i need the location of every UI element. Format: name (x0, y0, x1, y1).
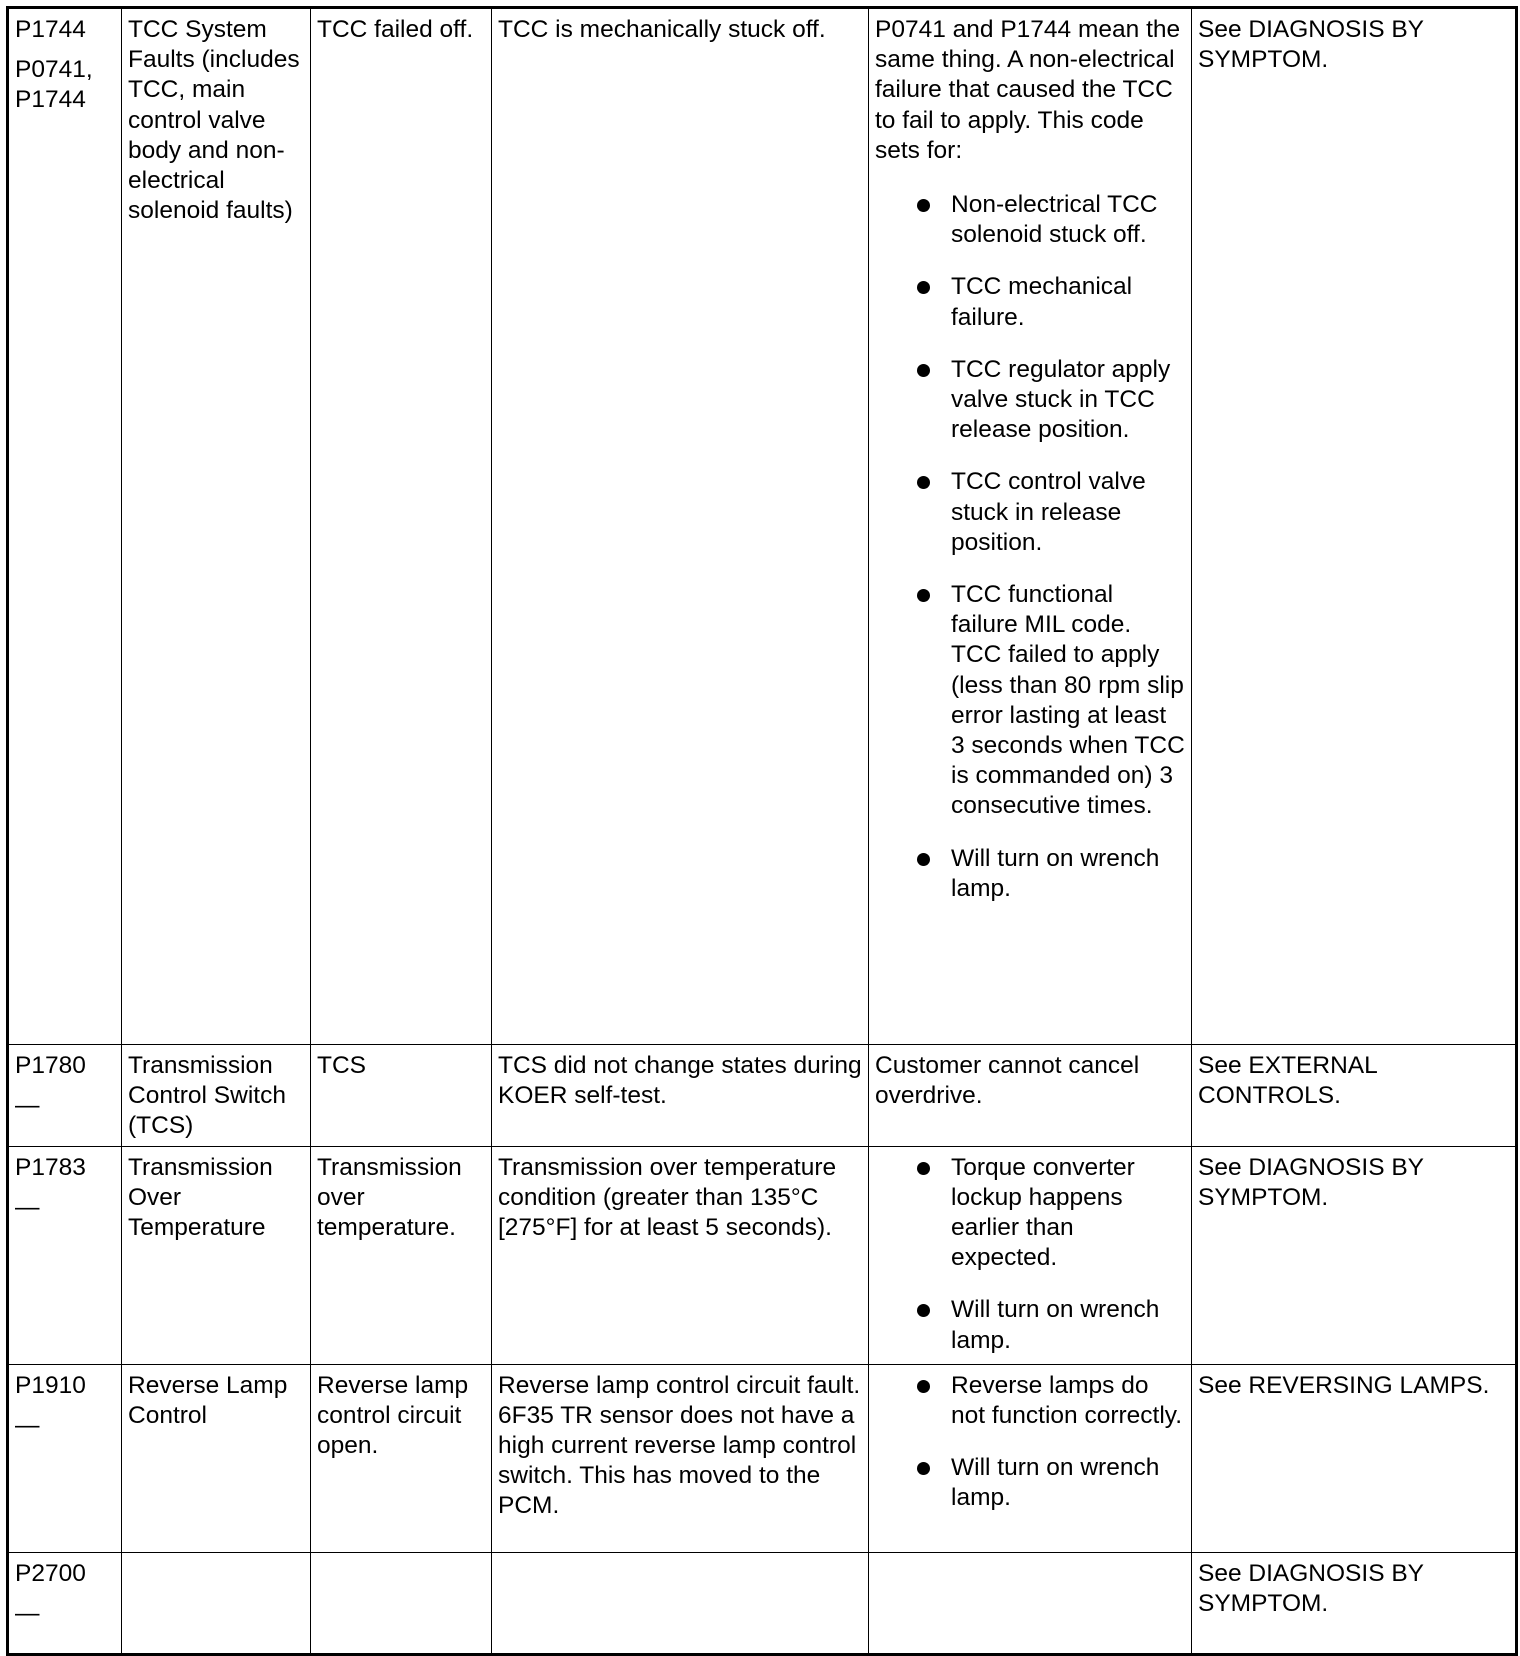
table-row (8, 1146, 1517, 1364)
symptom-text: Will turn on wrench lamp. (951, 1454, 1160, 1512)
dtc-name: Transmission Control Switch (TCS) (122, 1045, 311, 1147)
bullet-icon (917, 1304, 930, 1317)
list-item (913, 1153, 1185, 1274)
symptom-text: Will turn on wrench lamp. (951, 844, 1160, 902)
dtc-symptom-cell (869, 1364, 1192, 1552)
dtc-alt-code: — (15, 1092, 40, 1120)
symptom-text: TCC functional failure MIL code. TCC failed to apply (less than 80 rpm slip error lasting at least 3 seconds when TCC is commanded on) 3 consecutive times. (951, 581, 1185, 820)
list-item (913, 190, 1185, 250)
dtc-name (122, 1552, 311, 1654)
bullet-icon (917, 853, 930, 866)
dtc-code: P1910 (15, 1371, 86, 1399)
bullet-icon (917, 281, 930, 294)
table-row (8, 1552, 1517, 1654)
list-item (913, 467, 1185, 558)
dtc-code-cell (8, 1146, 122, 1364)
dtc-action: See DIAGNOSIS BY SYMPTOM. (1192, 8, 1517, 1045)
dtc-name: TCC System Faults (includes TCC, main control valve body and non-electrical solenoid faults) (122, 8, 311, 1045)
bullet-icon (917, 199, 930, 212)
dtc-description: Transmission over temperature condition (greater than 135°C [275°F] for at least 5 seconds). (492, 1146, 869, 1364)
symptom-text: TCC control valve stuck in release position. (951, 468, 1146, 556)
list-item (913, 355, 1185, 446)
dtc-alt-code: — (15, 1599, 40, 1627)
bullet-icon (917, 1162, 930, 1175)
symptom-intro: Customer cannot cancel overdrive. (875, 1052, 1140, 1110)
bullet-icon (917, 476, 930, 489)
dtc-action: See DIAGNOSIS BY SYMPTOM. (1192, 1146, 1517, 1364)
dtc-condition: TCS (311, 1045, 492, 1147)
bullet-icon (917, 1462, 930, 1475)
table-row (8, 1045, 1517, 1147)
dtc-table (6, 6, 1518, 1656)
list-item (913, 1371, 1185, 1431)
dtc-code: P1744 (15, 16, 86, 43)
dtc-code: P1783 (15, 1153, 86, 1181)
dtc-code: P2700 (15, 1559, 86, 1587)
bullet-icon (917, 1380, 930, 1393)
symptom-text: Torque converter lockup happens earlier than expected. (951, 1153, 1135, 1272)
dtc-description: TCC is mechanically stuck off. (492, 8, 869, 1045)
dtc-code-cell (8, 1045, 122, 1147)
dtc-condition: Reverse lamp control circuit open. (311, 1364, 492, 1552)
dtc-alt-code: — (15, 1193, 40, 1221)
dtc-description: Reverse lamp control circuit fault. 6F35 TR sensor does not have a high current reverse lamp control switch. This has moved to the PCM. (492, 1364, 869, 1552)
symptom-text: TCC mechanical failure. (951, 273, 1133, 331)
symptom-intro: P0741 and P1744 mean the same thing. A non-electrical failure that caused the TCC to fail to apply. This code sets for: (875, 16, 1181, 164)
dtc-description (492, 1552, 869, 1654)
list-item (913, 844, 1185, 904)
dtc-symptom-cell (869, 1045, 1192, 1147)
dtc-table-sheet (6, 6, 1515, 1656)
dtc-symptom-cell (869, 1552, 1192, 1654)
symptom-text: TCC regulator apply valve stuck in TCC release position. (951, 355, 1171, 444)
bullet-icon (917, 589, 930, 602)
bullet-icon (917, 364, 930, 377)
dtc-action: See DIAGNOSIS BY SYMPTOM. (1192, 1552, 1517, 1654)
symptom-text: Will turn on wrench lamp. (951, 1296, 1160, 1354)
table-row (8, 8, 1517, 1045)
list-item (913, 580, 1185, 822)
symptom-list (875, 1153, 1185, 1356)
dtc-code: P1780 (15, 1052, 86, 1079)
list-item (913, 272, 1185, 332)
dtc-symptom-cell (869, 1146, 1192, 1364)
symptom-text: Reverse lamps do not function correctly. (951, 1371, 1183, 1429)
dtc-code-cell (8, 1552, 122, 1654)
dtc-code-cell (8, 1364, 122, 1552)
dtc-name: Reverse Lamp Control (122, 1364, 311, 1552)
dtc-symptom-cell (869, 8, 1192, 1045)
dtc-action: See EXTERNAL CONTROLS. (1192, 1045, 1517, 1147)
dtc-condition: Transmission over temperature. (311, 1146, 492, 1364)
dtc-action: See REVERSING LAMPS. (1192, 1364, 1517, 1552)
symptom-list (875, 190, 1185, 904)
list-item (913, 1295, 1185, 1355)
list-item (913, 1453, 1185, 1513)
symptom-list (875, 1371, 1185, 1514)
dtc-name: Transmission Over Temperature (122, 1146, 311, 1364)
dtc-code-cell (8, 8, 122, 1045)
dtc-description: TCS did not change states during KOER self-test. (492, 1045, 869, 1147)
dtc-condition (311, 1552, 492, 1654)
table-row (8, 1364, 1517, 1552)
symptom-text: Non-electrical TCC solenoid stuck off. (951, 191, 1158, 249)
dtc-condition: TCC failed off. (311, 8, 492, 1045)
dtc-alt-code: P0741, P1744 (15, 56, 93, 114)
dtc-alt-code: — (15, 1411, 40, 1439)
